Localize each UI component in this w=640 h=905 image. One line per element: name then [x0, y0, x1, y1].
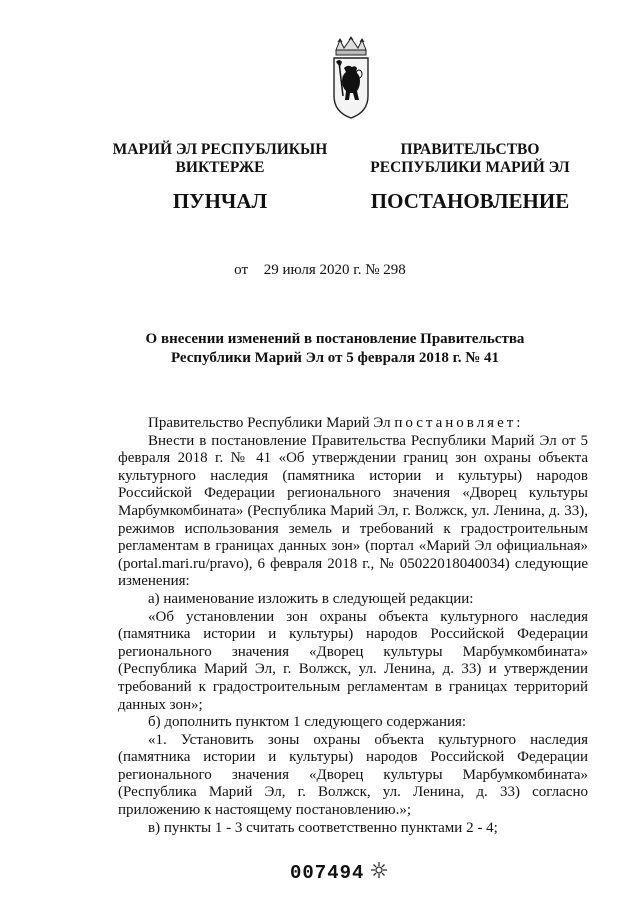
date-line [0, 262, 640, 279]
coat-of-arms-icon [330, 36, 372, 122]
title-line2: Республики Марий Эл от 5 февраля 2018 г. № 41 [170, 350, 500, 366]
header-left-block [100, 141, 340, 215]
preamble-resolves: постановляет: [394, 415, 524, 431]
document-date: 29 июля 2020 г. [263, 262, 362, 278]
header-right-line1: ПРАВИТЕЛЬСТВО [400, 141, 540, 158]
date-prefix: от [234, 262, 249, 278]
header-right-line2: РЕСПУБЛИКИ МАРИЙ ЭЛ [370, 159, 570, 176]
paragraph-item-b: б) дополнить пунктом 1 следующего содержания: [148, 714, 467, 731]
header-left-line1: МАРИЙ ЭЛ РЕСПУБЛИКЫН [112, 141, 328, 158]
asterisk-stamp-icon [370, 861, 388, 879]
header-left-line2: ВИКТЕРЖЕ [175, 159, 265, 176]
title-line1: О внесении изменений в постановление Правительства [145, 331, 525, 347]
paragraph-main: Внести в постановление Правительства Республики Марий Эл от 5 февраля 2018 г. № 41 «Об утверждении границ зон охраны объекта культурного наследия (памятника истории и культуры) народов Российской Федерации регионального значения «Дворец культуры Марбумкомбината» (Республика Марий Эл, г. Волжск, ул. Ленина, д. 33), режимов использования земель и требований к градостроительным регламентам в границах данных зон» (портал «Марий Эл официальная» (portal.mari.ru/pravo), 6 февраля 2018 г., № 05022018040034) следующие изменения: [118, 432, 588, 590]
document-title [110, 330, 560, 368]
paragraph-item-a: а) наименование изложить в следующей редакции: [148, 590, 474, 607]
paragraph-item-b-text: «1. Установить зоны охраны объекта культурного наследия (памятника истории и культуры) народов Российской Федерации регионального значения «Дворец культуры Марбумкомбината» (Республика Марий Эл, г. Волжск, ул. Ленина, д. 33) согласно приложению к настоящему постановлению.»; [118, 731, 588, 819]
paragraph-item-c: в) пункты 1 - 3 считать соответственно пунктами 2 - 4; [148, 819, 498, 836]
preamble-text: Правительство Республики Марий Эл [148, 415, 395, 431]
header-left-doc-type: ПУНЧАЛ [172, 189, 268, 213]
serial-stamp-number: 007494 [290, 862, 365, 884]
header-right-doc-type: ПОСТАНОВЛЕНИЕ [370, 189, 570, 213]
paragraph-preamble [118, 415, 588, 433]
paragraph-item-a-text: «Об установлении зон охраны объекта культурного наследия (памятника истории и культуры) народов Российской Федерации регионального значения «Дворец культуры Марбумкомбината» (Республика Марий Эл, г. Волжск, ул. Ленина, д. 33) и утверждении требований к градостроительным регламентам в границах территорий данных зон»; [118, 608, 588, 713]
document-number: № 298 [365, 262, 406, 278]
header-right-block [360, 141, 580, 215]
document-body [118, 415, 588, 837]
